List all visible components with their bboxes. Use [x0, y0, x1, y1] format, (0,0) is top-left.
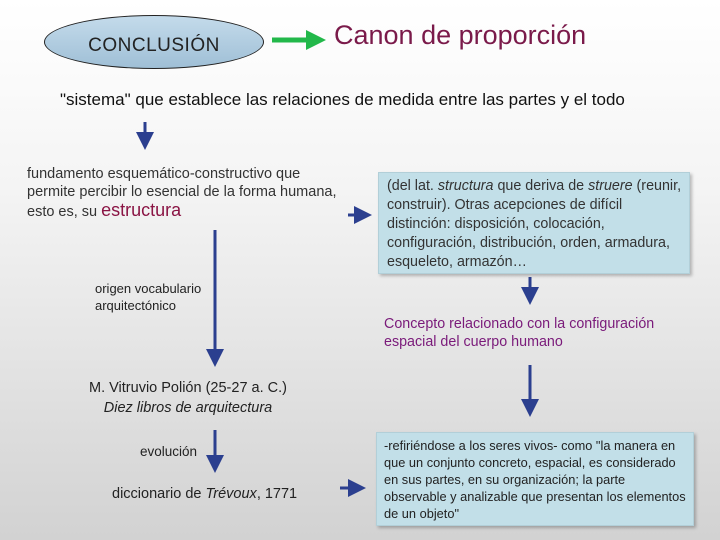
etymology-word-struere: struere	[588, 178, 633, 194]
etymology-mid: que deriva de	[493, 178, 589, 194]
dictionary-suffix: , 1771	[256, 486, 298, 502]
concept-text	[384, 315, 654, 351]
origin-line-2: arquitectónico	[95, 298, 176, 313]
definition-text: "sistema" que establece las relaciones de medida entre las partes y el todo	[60, 90, 625, 109]
concept-line-2: espacial del cuerpo humano	[384, 334, 563, 350]
origin-line-1: origen vocabulario	[95, 281, 202, 296]
conclusion-label: CONCLUSIÓN	[88, 35, 220, 56]
quote-box: -refiriéndose a los seres vivos- como "la manera en que un conjunto concreto, espacial, es considerado en sus partes, en su organización; la parte observable y analizable que presentan los elementos de un objeto"	[376, 432, 694, 526]
dictionary-prefix: diccionario de	[112, 486, 206, 502]
origin-text	[95, 280, 201, 314]
vitruvio-author: M. Vitruvio Polión (25-27 a. C.)	[89, 380, 287, 396]
evolution-label: evolución	[140, 444, 198, 459]
conclusion-oval	[44, 15, 264, 69]
vitruvio-reference	[78, 378, 298, 418]
dictionary-reference	[112, 486, 297, 502]
vitruvio-work	[78, 398, 298, 418]
structure-paragraph-lead: fundamento esquemático-constructivo que permite percibir lo esencial de la forma humana, esto es, su	[27, 166, 337, 220]
etymology-word-structura: structura	[437, 178, 494, 194]
etymology-box	[378, 172, 690, 274]
vitruvio-work-title: Diez libros de arquitectura	[103, 400, 273, 416]
etymology-open: (del lat.	[387, 178, 438, 194]
concept-line-1: Concepto relacionado con la configuración	[384, 316, 655, 332]
structure-highlight: estructura	[101, 200, 182, 220]
dictionary-name: Trévoux	[205, 486, 257, 502]
etymology-rest: (reunir, construir). Otras acepciones de difícil distinción: disposición, colocación, configuración, distribución, orden, armadura, esqueleto, armazón…	[387, 178, 682, 270]
page-title: Canon de proporción	[334, 20, 587, 50]
structure-paragraph	[27, 165, 347, 221]
